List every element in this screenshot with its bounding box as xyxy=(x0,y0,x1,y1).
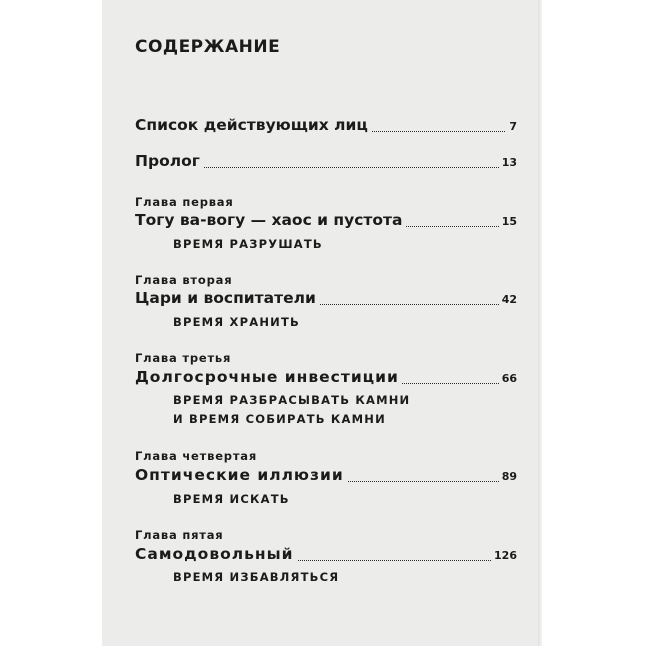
toc-entry-chapter-3 xyxy=(135,368,517,390)
toc-entry-prologue xyxy=(135,152,517,174)
toc-entry-cast xyxy=(135,116,517,138)
toc-entry-chapter-1 xyxy=(135,211,517,233)
chapter-subtitle: И ВРЕМЯ СОБИРАТЬ КАМНИ xyxy=(173,412,386,426)
toc-entry-page: 89 xyxy=(499,470,517,483)
chapter-label: Глава третья xyxy=(135,351,232,365)
page-edge xyxy=(538,0,542,646)
toc-entry-chapter-2 xyxy=(135,289,517,311)
toc-entry-page: 126 xyxy=(491,549,517,562)
chapter-label: Глава вторая xyxy=(135,273,233,287)
toc-entry-title: Самодовольный xyxy=(135,545,297,563)
toc-entry-title: Цари и воспитатели xyxy=(135,289,319,307)
chapter-subtitle: ВРЕМЯ ИЗБАВЛЯТЬСЯ xyxy=(173,570,340,584)
chapter-subtitle: ВРЕМЯ РАЗРУШАТЬ xyxy=(173,237,323,251)
chapter-subtitle: ВРЕМЯ РАЗБРАСЫВАТЬ КАМНИ xyxy=(173,393,411,407)
toc-entry-chapter-5 xyxy=(135,545,517,567)
toc-entry-page: 42 xyxy=(499,293,517,306)
toc-entry-title: Тогу ва-вогу — хаос и пустота xyxy=(135,211,406,229)
contents-heading: СОДЕРЖАНИЕ xyxy=(135,37,281,57)
chapter-label: Глава первая xyxy=(135,195,234,209)
toc-entry-title: Пролог xyxy=(135,152,203,170)
toc-entry-page: 13 xyxy=(499,156,517,169)
chapter-label: Глава пятая xyxy=(135,528,224,542)
toc-entry-title: Список действующих лиц xyxy=(135,116,371,134)
toc-entry-page: 7 xyxy=(506,120,517,133)
toc-entry-page: 15 xyxy=(499,215,517,228)
book-page xyxy=(102,0,542,646)
toc-entry-chapter-4 xyxy=(135,466,517,488)
toc-entry-title: Оптические иллюзии xyxy=(135,466,347,484)
chapter-subtitle: ВРЕМЯ ХРАНИТЬ xyxy=(173,315,301,329)
toc-entry-page: 66 xyxy=(499,372,517,385)
chapter-subtitle: ВРЕМЯ ИСКАТЬ xyxy=(173,492,290,506)
chapter-label: Глава четвертая xyxy=(135,449,258,463)
toc-entry-title: Долгосрочные инвестиции xyxy=(135,368,402,386)
